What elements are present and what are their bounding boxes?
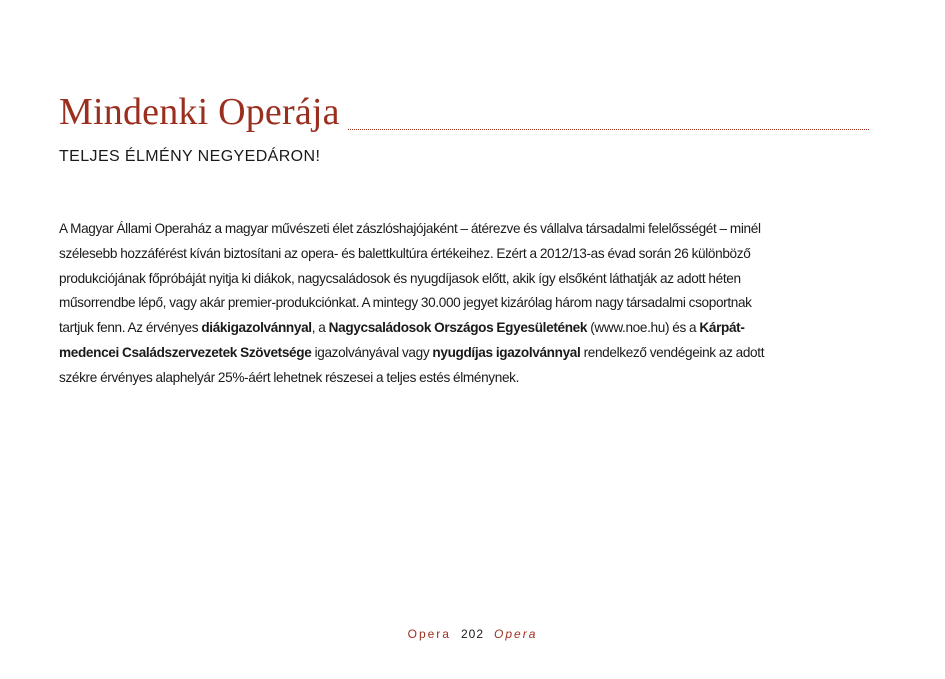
page-title: Mindenki Operája bbox=[59, 91, 340, 133]
bold-term-carpathian-end: medencei Családszervezetek Szövetsége bbox=[59, 344, 312, 360]
bold-term-student-id: diákigazolvánnyal bbox=[201, 320, 312, 336]
paragraph-line-3: produkciójának főpróbáját nyitja ki diákok, nagycsaládosok és nyugdíjasok előtt, akik így elsőként láthatják az adott héten bbox=[59, 270, 741, 286]
paragraph-line-4: műsorrendbe lépő, vagy akár premier-produkciónkat. A mintegy 30.000 jegyet kizárólag három nagy társadalmi csoportnak bbox=[59, 295, 752, 311]
page-subtitle: TELJES ÉLMÉNY NEGYEDÁRON! bbox=[59, 148, 321, 165]
page-footer bbox=[0, 627, 945, 641]
paragraph-line-7: székre érvényes alaphelyár 25%-áért lehetnek részesei a teljes estés élménynek. bbox=[59, 369, 520, 385]
bold-term-pensioner-id: nyugdíjas igazolvánnyal bbox=[432, 344, 581, 360]
text-segment: rendelkező vendégeink az adott bbox=[580, 344, 765, 360]
page-number: 202 bbox=[460, 627, 485, 641]
body-paragraph bbox=[59, 217, 871, 391]
paragraph-line-1: A Magyar Állami Operaház a magyar művészeti élet zászlóshajójaként – átérezve és vállalva társadalmi felelősségét – minél bbox=[59, 221, 761, 236]
bold-term-carpathian-start: Kárpát- bbox=[699, 320, 745, 336]
page-header bbox=[59, 88, 869, 134]
text-segment: (www.noe.hu) és a bbox=[587, 320, 700, 336]
title-dotted-rule bbox=[348, 129, 869, 130]
footer-right-label: Opera bbox=[494, 627, 538, 641]
text-segment: tartjuk fenn. Az érvényes bbox=[59, 320, 202, 336]
footer-left-label: Opera bbox=[407, 627, 451, 641]
paragraph-line-2: szélesebb hozzáférést kíván biztosítani az opera- és balettkultúra értékeihez. Ezért a 2012/13-as évad során 26 különböző bbox=[59, 245, 751, 261]
text-segment: igazolványával vagy bbox=[311, 344, 433, 360]
bold-term-large-families: Nagycsaládosok Országos Egyesületének bbox=[328, 320, 588, 336]
text-segment: , a bbox=[311, 320, 329, 336]
paragraph-line-5 bbox=[59, 316, 871, 341]
paragraph-line-6 bbox=[59, 341, 871, 366]
